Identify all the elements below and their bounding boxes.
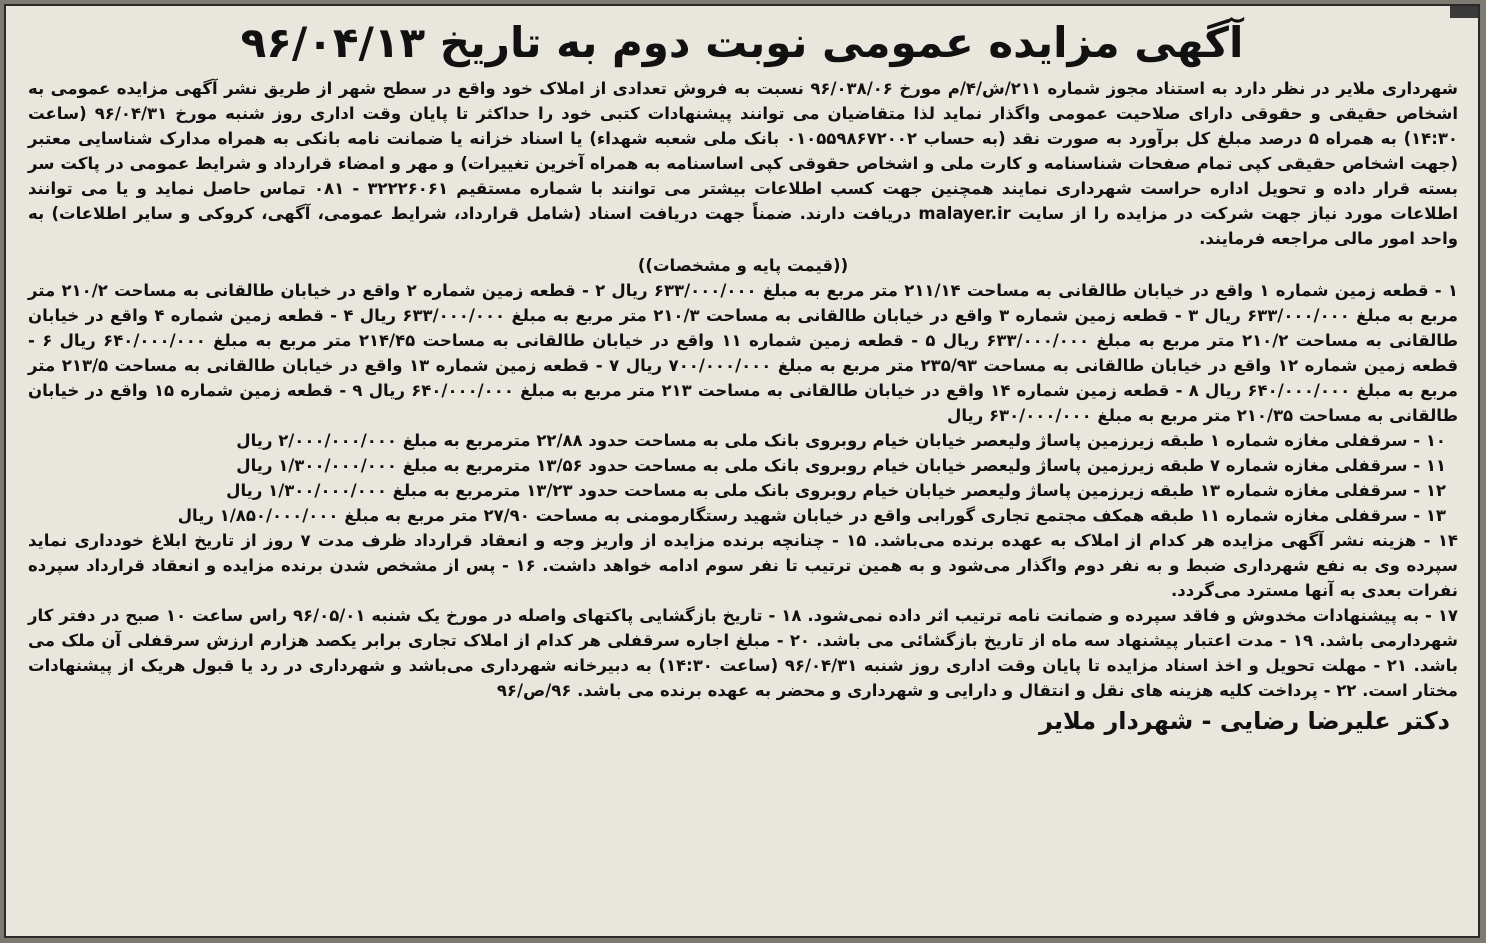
notice-body <box>6 76 1478 703</box>
section-heading: ((قیمت پایه و مشخصات)) <box>637 256 849 275</box>
intro-paragraph <box>28 76 1458 251</box>
signature-line: دکتر علیرضا رضایی - شهردار ملایر <box>1039 707 1450 735</box>
terms-paragraph-1: ۱۴ - هزینه نشر آگهی مزایده هر کدام از املاک به عهده برنده می‌باشد. ۱۵ - چنانچه برنده مزایده از واریز وجه و انعقاد قرارداد ظرف مدت ۷ روز از تاریخ ابلاغ خودداری نماید سپرده وی به نفع شهرداری ضبط و به نفر دوم واگذار می‌شود و به همین ترتیب تا نفر سوم ادامه خواهد داشت. ۱۶ - پس از مشخص شدن برنده مزایده و انعقاد قرارداد سپرده نفرات بعدی به آنها مسترد می‌گردد. <box>28 531 1458 600</box>
shop-item: ۱۰ - سرقفلی مغازه شماره ۱ طبقه زیرزمین پاساژ ولیعصر خیابان خیام روبروی بانک ملی به مساحت حدود ۲۲/۸۸ مترمربع به مبلغ ۲/۰۰۰/۰۰۰/۰۰۰ ریال <box>236 431 1446 450</box>
land-items-paragraph: ۱ - قطعه زمین شماره ۱ واقع در خیابان طالقانی به مساحت ۲۱۱/۱۴ متر مربع به مبلغ ۶۳۳/۰۰۰/۰۰۰ ریال ۲ - قطعه زمین شماره ۲ واقع در خیابان طالقانی به مساحت ۲۱۰/۲ متر مربع به مبلغ ۶۳۳/۰۰۰/۰۰۰ ریال ۳ - قطعه زمین شماره ۳ واقع در خیابان طالقانی به مساحت ۲۱۰/۳ متر مربع به مبلغ ۶۳۳/۰۰۰/۰۰۰ ریال ۴ - قطعه زمین شماره ۴ واقع در خیابان طالقانی به مساحت ۲۱۰/۲ متر مربع به مبلغ ۶۳۳/۰۰۰/۰۰۰ ریال ۵ - قطعه زمین شماره ۱۱ واقع در خیابان طالقانی به مساحت ۲۱۴/۴۵ متر مربع به مبلغ ۶۴۰/۰۰۰/۰۰۰ ریال ۶ - قطعه زمین شماره ۱۲ واقع در خیابان طالقانی به مساحت ۲۳۵/۹۳ متر مربع به مبلغ ۷۰۰/۰۰۰/۰۰۰ ریال ۷ - قطعه زمین شماره ۱۳ واقع در خیابان طالقانی به مساحت ۲۱۳/۵ متر مربع به مبلغ ۶۴۰/۰۰۰/۰۰۰ ریال ۸ - قطعه زمین شماره ۱۴ واقع در خیابان طالقانی به مساحت ۲۱۳ متر مربع به مبلغ ۶۴۰/۰۰۰/۰۰۰ ریال ۹ - قطعه زمین شماره ۱۵ واقع در خیابان طالقانی به مساحت ۲۱۰/۳۵ متر مربع به مبلغ ۶۳۰/۰۰۰/۰۰۰ ریال <box>28 281 1459 425</box>
corner-mark <box>1450 6 1480 18</box>
intro-text-2: دریافت دارند. ضمناً جهت دریافت اسناد (شامل قرارداد، شرایط عمومی، آگهی، کروکی و سایر اطلاعات) به واحد امور مالی مراجعه فرمایند. <box>28 204 1458 248</box>
website-link[interactable]: malayer.ir <box>918 204 1011 223</box>
terms-paragraph-2: ۱۷ - به پیشنهادات مخدوش و فاقد سپرده و ضمانت نامه ترتیب اثر داده نمی‌شود. ۱۸ - تاریخ بازگشایی پاکتهای واصله در مورخ یک شنبه ۹۶/۰۵/۰۱ راس ساعت ۱۰ صبح در دفتر کار شهردارمی باشد. ۱۹ - مدت اعتبار پیشنهاد سه ماه از تاریخ بازگشائی می باشد. ۲۰ - مبلغ اجاره سرقفلی هر کدام از املاک تجاری برابر یکصد هزارم ارزش سرقفلی آن ملک می باشد. ۲۱ - مهلت تحویل و اخذ اسناد مزایده تا پایان وقت اداری روز شنبه ۹۶/۰۴/۳۱ (ساعت ۱۴:۳۰) به دبیرخانه شهرداری می‌باشد و شهرداری در رد یا قبول هریک از پیشنهادات مختار است. ۲۲ - پرداخت کلیه هزینه های نقل و انتقال و دارایی و شهرداری و محضر به عهده برنده می باشد. ۹۶/ص/۹۶ <box>28 606 1458 700</box>
notice-sheet <box>4 4 1480 938</box>
intro-text-1: شهرداری ملایر در نظر دارد به استناد مجوز شماره ۲۱۱/ش/۴/م مورخ ۹۶/۰۳۸/۰۶ نسبت به فروش تعدادی از املاک خود واقع در سطح شهر از طریق نشر آگهی مزایده عمومی به اشخاص حقیقی و حقوقی دارای صلاحیت عمومی واگذار نماید لذا متقاضیان می توانند پیشنهادات کتبی خود را حداکثر تا پایان وقت اداری روز شنبه مورخ ۹۶/۰۴/۳۱ (ساعت ۱۴:۳۰) به همراه ۵ درصد مبلغ کل برآورد به صورت نقد (به حساب ۰۱۰۵۵۹۸۶۷۲۰۰۲ بانک ملی شعبه شهداء) یا اسناد خزانه یا ضمانت نامه بانکی به همراه مدارک شناسایی معتبر (جهت اشخاص حقیقی کپی تمام صفحات شناسنامه و کارت ملی و اشخاص حقوقی کپی اساسنامه به همراه آخرین تغییرات) و مهر و امضاء قرارداد و شرایط عمومی در پاکت سر بسته قرار داده و تحویل اداره حراست شهرداری نمایند همچنین جهت کسب اطلاعات بیشتر می توانند با شماره مستقیم ۳۲۲۲۶۰۶۱ - ۰۸۱ تماس حاصل نماید و یا می توانند اطلاعات مورد نیاز جهت شرکت در مزایده را از سایت <box>28 79 1459 223</box>
shop-item: ۱۲ - سرقفلی مغازه شماره ۱۳ طبقه زیرزمین پاساژ ولیعصر خیابان خیام روبروی بانک ملی به مساحت حدود ۱۳/۲۳ مترمربع به مبلغ ۱/۳۰۰/۰۰۰/۰۰۰ ریال <box>226 481 1446 500</box>
notice-title: آگهی مزایده عمومی نوبت دوم به تاریخ ۹۶/۰۴/۱۳ <box>240 18 1244 67</box>
shop-item: ۱۳ - سرقفلی مغازه شماره ۱۱ طبقه همکف مجتمع تجاری گورابی واقع در خیابان شهید رستگارمومنی به مساحت ۲۷/۹۰ متر مربع به مبلغ ۱/۸۵۰/۰۰۰/۰۰۰ ریال <box>177 506 1446 525</box>
shop-item: ۱۱ - سرقفلی مغازه شماره ۷ طبقه زیرزمین پاساژ ولیعصر خیابان خیام روبروی بانک ملی به مساحت حدود ۱۳/۵۶ مترمربع به مبلغ ۱/۳۰۰/۰۰۰/۰۰۰ ریال <box>236 456 1446 475</box>
